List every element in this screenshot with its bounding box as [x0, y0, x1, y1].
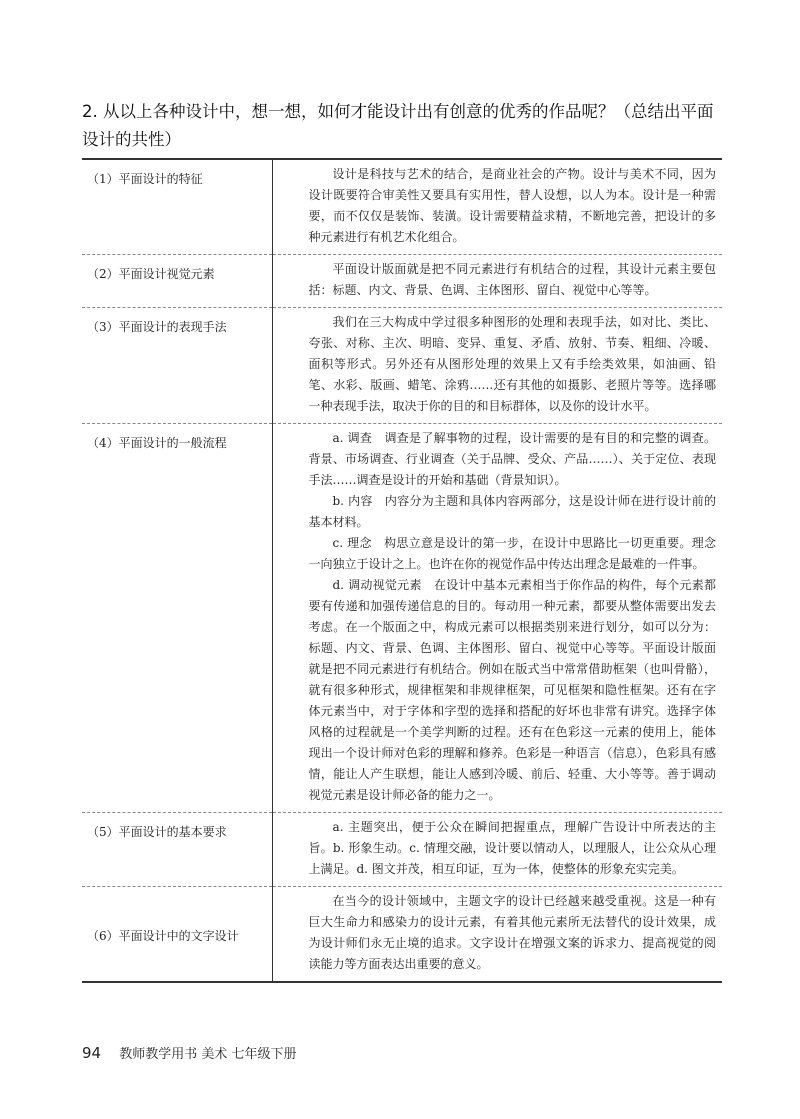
row-label: （4）平面设计的一般流程 — [82, 424, 272, 813]
row-label: （5）平面设计的基本要求 — [82, 813, 272, 887]
table-row — [82, 813, 722, 887]
page-footer — [82, 1043, 297, 1062]
table-row — [82, 255, 722, 308]
paragraph-content: b. 内容 内容分为主题和具体内容两部分，这是设计师在进行设计前的基本材料。 — [308, 494, 716, 529]
table-row — [82, 308, 722, 424]
table-row — [82, 424, 722, 813]
paragraph: 设计是科技与艺术的结合，是商业社会的产物。设计与美术不同，因为设计既要符合审美性又要具有实用性，替人设想，以人为本。设计是一种需要，而不仅仅是装饰、装潢。设计需要精益求精，不断地完善，把设计的多种元素进行有机艺术化组合。 — [308, 167, 716, 244]
design-summary-table — [82, 158, 722, 983]
paragraph-concept: c. 理念 构思立意是设计的第一步，在设计中思路比一切更重要。理念一向独立于设计之上。也许在你的视觉作品中传达出理念是最难的一件事。 — [308, 536, 716, 571]
row-content — [272, 308, 722, 424]
table-row — [82, 887, 722, 983]
page-number: 94 — [82, 1044, 102, 1062]
paragraph-survey: a. 调查 调查是了解事物的过程，设计需要的是有目的和完整的调查。背景、市场调查、行业调查（关于品牌、受众、产品……）、关于定位、表现手法……调查是设计的开始和基础（背景知识）。 — [308, 431, 716, 487]
book-title: 教师教学用书 美术 七年级下册 — [119, 1047, 297, 1062]
row-label: （3）平面设计的表现手法 — [82, 308, 272, 424]
row-content — [272, 424, 722, 813]
table-row — [82, 159, 722, 255]
paragraph: a. 主题突出，便于公众在瞬间把握重点，理解广告设计中所表达的主旨。b. 形象生动。c. 情理交融，设计要以情动人，以理服人，让公众从心理上满足。d. 图文并茂，相互印证，互为一体，使整体的形象充实完美。 — [308, 820, 716, 876]
row-content — [272, 887, 722, 983]
paragraph: 我们在三大构成中学过很多种图形的处理和表现手法，如对比、类比、夸张、对称、主次、明暗、变异、重复、矛盾、放射、节奏、粗细、冷暖、面积等形式。另外还有从图形处理的效果上又有手绘类效果，如油画、铅笔、水彩、版画、蜡笔、涂鸦……还有其他的如摄影、老照片等等。选择哪一种表现手法，取决于你的目的和目标群体，以及你的设计水平。 — [308, 315, 716, 413]
question-heading: 2. 从以上各种设计中，想一想，如何才能设计出有创意的优秀的作品呢？（总结出平面设计的共性） — [82, 102, 714, 149]
row-label: （2）平面设计视觉元素 — [82, 255, 272, 308]
row-label: （1）平面设计的特征 — [82, 159, 272, 255]
row-content — [272, 255, 722, 308]
row-content — [272, 159, 722, 255]
row-content — [272, 813, 722, 887]
paragraph: 平面设计版面就是把不同元素进行有机结合的过程，其设计元素主要包括：标题、内文、背景、色调、主体图形、留白、视觉中心等等。 — [308, 262, 716, 297]
paragraph-visual-elements: d. 调动视觉元素 在设计中基本元素相当于你作品的构件，每个元素都要有传递和加强传递信息的目的。每动用一种元素，都要从整体需要出发去考虑。在一个版面之中，构成元素可以根据类别来进行划分，如可以分为：标题、内文、背景、色调、主体图形、留白、视觉中心等等。平面设计版面就是把不同元素进行有机结合。例如在版式当中常常借助框架（也叫骨骼），就有很多种形式，规律框架和非规律框架，可见框架和隐性框架。还有在字体元素当中，对于字体和字型的选择和搭配的好坏也非常有讲究。选择字体风格的过程就是一个美学判断的过程。还有在色彩这一元素的使用上，能体现出一个设计师对色彩的理解和修养。色彩是一种语言（信息），色彩具有感情，能让人产生联想，能让人感到冷暖、前后、轻重、大小等等。善于调动视觉元素是设计师必备的能力之一。 — [308, 578, 716, 802]
row-label: （6）平面设计中的文字设计 — [82, 887, 272, 983]
paragraph: 在当今的设计领域中，主题文字的设计已经越来越受重视。这是一种有巨大生命力和感染力的设计元素，有着其他元素所无法替代的设计效果，成为设计师们永无止境的追求。文字设计在增强文案的诉求力、提高视觉的阅读能力等方面表达出重要的意义。 — [308, 894, 716, 971]
